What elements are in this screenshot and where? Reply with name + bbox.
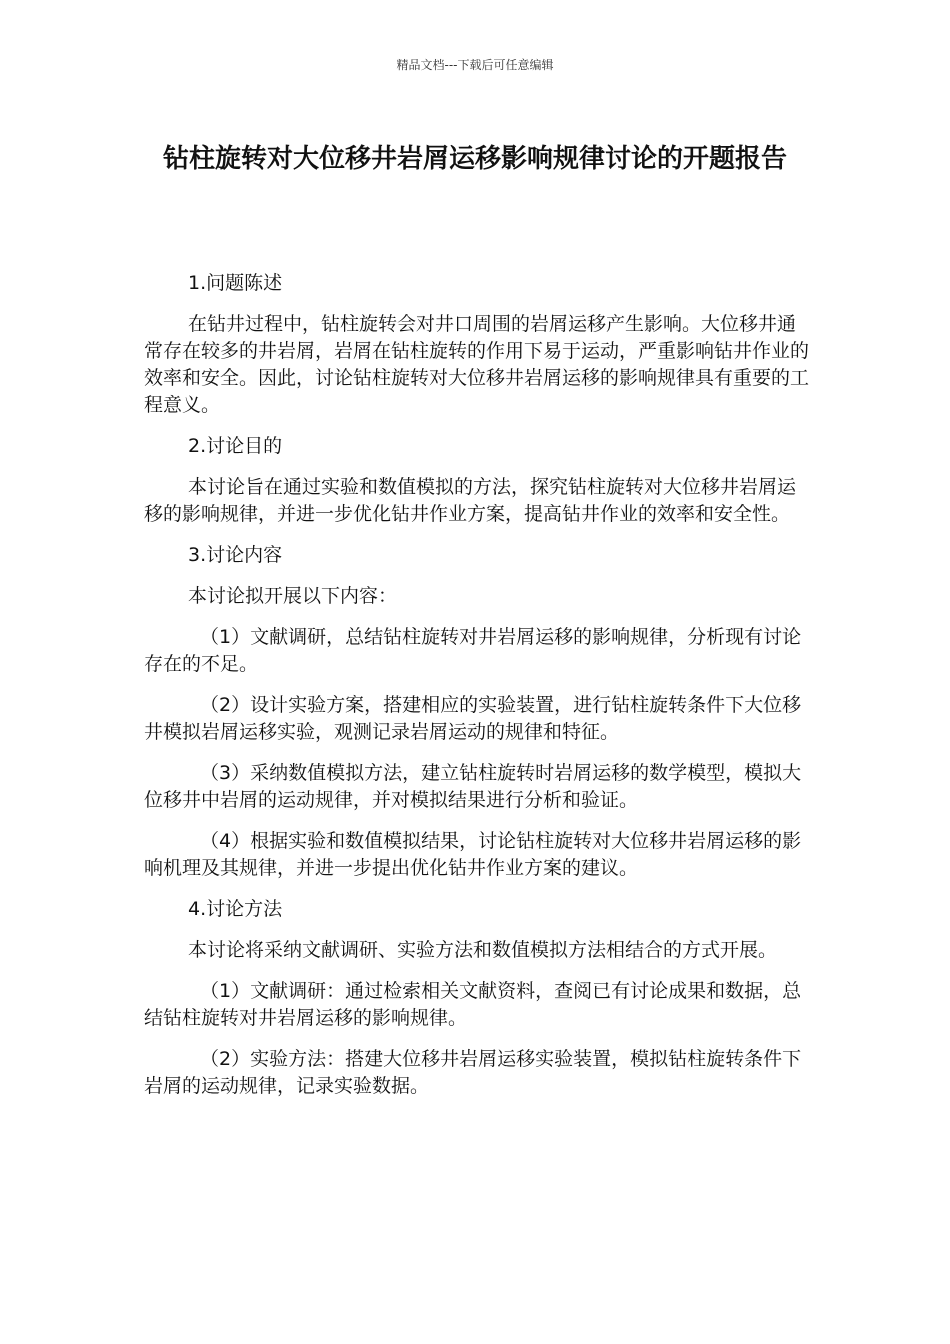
paragraph-problem: 在钻井过程中，钻柱旋转会对井口周围的岩屑运移产生影响。大位移井通常存在较多的井岩屑，岩屑在钻柱旋转的作用下易于运动，严重影响钻井作业的效率和安全。因此，讨论钻柱旋转对大位移井岩屑运移的影响规律具有重要的工程意义。 — [144, 313, 810, 416]
list-item: （1）文献调研，总结钻柱旋转对井岩屑运移的影响规律，分析现有讨论存在的不足。 — [144, 626, 802, 675]
document-body — [144, 270, 814, 1114]
section-heading-content: 3.讨论内容 — [188, 544, 283, 566]
list-item: （2）实验方法：搭建大位移井岩屑运移实验装置，模拟钻柱旋转条件下岩屑的运动规律，记录实验数据。 — [144, 1048, 802, 1097]
paragraph-method-intro: 本讨论将采纳文献调研、实验方法和数值模拟方法相结合的方式开展。 — [188, 939, 778, 961]
document-title: 钻柱旋转对大位移井岩屑运移影响规律讨论的开题报告 — [162, 144, 787, 174]
paragraph-purpose: 本讨论旨在通过实验和数值模拟的方法，探究钻柱旋转对大位移井岩屑运移的影响规律，并进一步优化钻井作业方案，提高钻井作业的效率和安全性。 — [144, 476, 797, 525]
section-heading-problem: 1.问题陈述 — [188, 272, 283, 294]
section-heading-method: 4.讨论方法 — [188, 898, 283, 920]
list-item: （3）采纳数值模拟方法，建立钻柱旋转时岩屑运移的数学模型，模拟大位移井中岩屑的运动规律，并对模拟结果进行分析和验证。 — [144, 762, 802, 811]
header-note: 精品文档---下载后可任意编辑 — [396, 58, 554, 72]
list-item: （1）文献调研：通过检索相关文献资料，查阅已有讨论成果和数据，总结钻柱旋转对井岩屑运移的影响规律。 — [144, 980, 802, 1029]
section-heading-purpose: 2.讨论目的 — [188, 435, 283, 457]
paragraph-content-intro: 本讨论拟开展以下内容： — [188, 585, 398, 607]
list-item: （4）根据实验和数值模拟结果，讨论钻柱旋转对大位移井岩屑运移的影响机理及其规律，并进一步提出优化钻井作业方案的建议。 — [144, 830, 802, 879]
list-item: （2）设计实验方案，搭建相应的实验装置，进行钻柱旋转条件下大位移井模拟岩屑运移实验，观测记录岩屑运动的规律和特征。 — [144, 694, 802, 743]
